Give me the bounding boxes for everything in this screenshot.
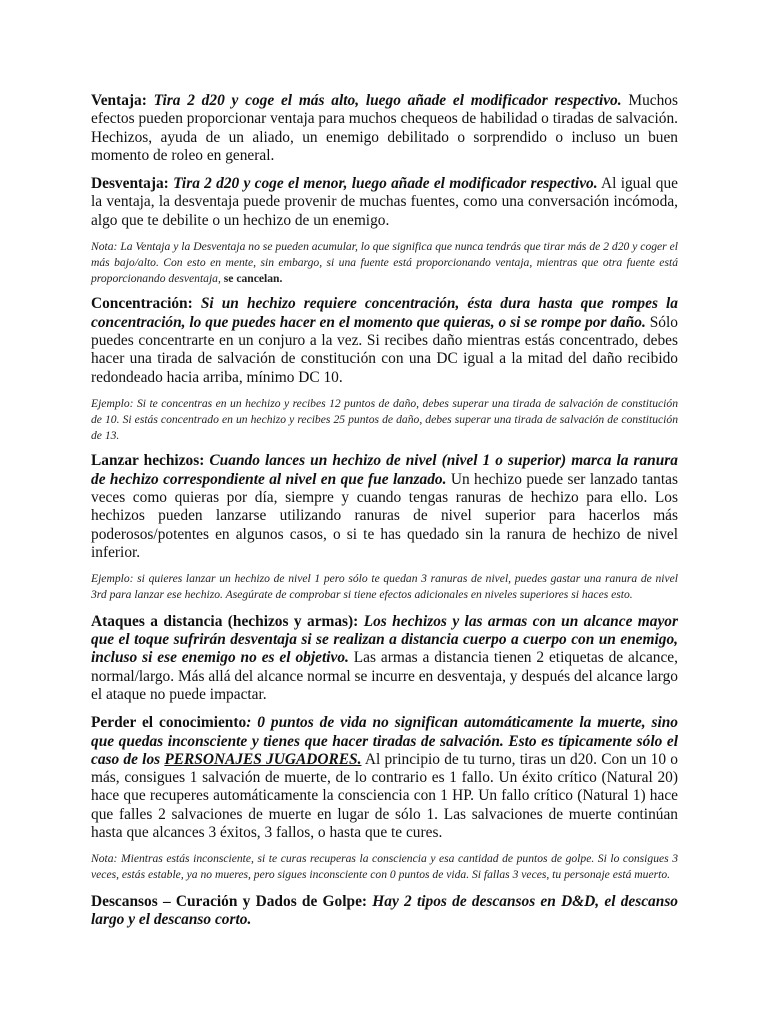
perder-text: Al principio de tu turno, tiras un d20. Con un 10 o más, consigues 1 salvación de muerte, de lo contrario es 1 fallo. Un éxito crítico (Natural 20) hace que recuperes automáticamente la consciencia con 1 HP. Un fallo crítico (Natural 1) hace que falles 2 salvaciones de muerte en lugar de sólo 1. Las salvaciones de muerte continúan hasta que alcances 3 éxitos, 3 fallos, o hasta que te cures. xyxy=(91,750,678,841)
concentracion-label: Concentración: xyxy=(91,295,193,313)
ventaja-paragraph xyxy=(91,92,678,165)
lanzar-paragraph xyxy=(91,452,678,562)
descansos-paragraph xyxy=(91,893,678,930)
ventaja-note-bold: se cancelan. xyxy=(223,271,283,285)
lanzar-example xyxy=(91,571,678,603)
concentracion-paragraph xyxy=(91,295,678,386)
ataques-label: Ataques a distancia (hechizos y armas): xyxy=(91,612,359,630)
perder-paragraph xyxy=(91,714,678,842)
descansos-rule: Hay 2 tipos de descansos en D&D, el descanso largo y el descanso corto. xyxy=(91,892,678,929)
concentracion-text: Sólo puedes concentrarte en un conjuro a la vez. Si recibes daño mientras estás concentrado, debes hacer una tirada de salvación de constitución con una DC igual a la mitad del daño recibido redondeado hacia arriba, mínimo DC 10. xyxy=(91,313,678,386)
descansos-label: Descansos – Curación y Dados de Golpe: xyxy=(91,892,368,910)
ataques-rule: Los hechizos y las armas con un alcance mayor que el toque sufrirán desventaja si se realizan a distancia cuerpo a cuerpo con un enemigo, incluso si ese enemigo no es el objetivo. xyxy=(91,612,678,667)
ventaja-note xyxy=(91,239,678,286)
personajes-jugadores-link: PERSONAJES JUGADORES. xyxy=(164,750,362,768)
ataques-paragraph xyxy=(91,613,678,704)
concentracion-rule: Si un hechizo requiere concentración, ésta dura hasta que rompes la concentración, lo que puedes hacer en el momento que quieras, o si se rompe por daño. xyxy=(91,295,678,331)
lanzar-label: Lanzar hechizos: xyxy=(91,452,205,470)
concentracion-example xyxy=(91,396,678,443)
ventaja-rule: Tira 2 d20 y coge el más alto, luego añade el modificador respectivo. xyxy=(153,92,622,109)
lanzar-example-text: Ejemplo: si quieres lanzar un hechizo de nivel 1 pero sólo te quedan 3 ranuras de nivel, puedes gastar una ranura de nivel 3rd para lanzar ese hechizo. Asegúrate de comprobar si tiene efectos adicionales en niveles superiores si haces esto. xyxy=(91,572,678,601)
lanzar-rule: Cuando lances un hechizo de nivel (nivel 1 o superior) marca la ranura de hechizo correspondiente al nivel en que fue lanzado. xyxy=(91,452,678,488)
desventaja-label: Desventaja: xyxy=(91,175,169,193)
ventaja-note-text: Nota: La Ventaja y la Desventaja no se pueden acumular, lo que significa que nunca tendrás que tirar más de 2 d20 y coger el más bajo/alto. Con esto en mente, sin embargo, si una fuente está proporcionando ventaja, mientras que otra fuente está proporcionando desventaja, xyxy=(91,240,678,285)
desventaja-text: Al igual que la ventaja, la desventaja puede provenir de muchas fuentes, como una conversación incómoda, algo que te debilite o un hechizo de un enemigo. xyxy=(91,175,678,229)
desventaja-rule: Tira 2 d20 y coge el menor, luego añade el modificador respectivo. xyxy=(173,175,598,193)
perder-label: Perder el conocimiento xyxy=(91,714,247,732)
lanzar-text: Un hechizo puede ser lanzado tantas veces como quieras por día, siempre y cuando tengas ranuras de hechizo para ello. Los hechizos pueden lanzarse utilizando ranuras de nivel superior para hacerlos más poderosos/potentes en algunos casos, o si te has quedado sin la ranura de hechizo de nivel inferior. xyxy=(91,470,678,561)
desventaja-paragraph xyxy=(91,175,678,230)
concentracion-example-text: Ejemplo: Si te concentras en un hechizo y recibes 12 puntos de daño, debes superar una tirada de salvación de constitución de 10. Si estás concentrado en un hechizo y recibes 25 puntos de daño, debes superar una tirada de salvación de constitución de 13. xyxy=(91,396,678,442)
ataques-text: Las armas a distancia tienen 2 etiquetas de alcance, normal/largo. Más allá del alcance normal se incurre en desventaja, y después del alcance largo el ataque no puede impactar. xyxy=(91,649,678,703)
perder-rule: : 0 puntos de vida no significan automáticamente la muerte, sino que quedas inconsciente y tienes que hacer tiradas de salvación. Esto es típicamente sólo el caso de los xyxy=(91,714,679,768)
inconsciente-note-text: Nota: Mientras estás inconsciente, si te curas recuperas la consciencia y esa cantidad de puntos de golpe. Si lo consigues 3 veces, estás estable, ya no mueres, pero sigues inconsciente con 0 puntos de vida. Si fallas 3 veces, tu personaje está muerto. xyxy=(91,852,678,882)
inconsciente-note xyxy=(91,851,678,883)
ventaja-label: Ventaja: xyxy=(91,92,147,109)
ventaja-text: Muchos efectos pueden proporcionar ventaja para muchos chequeos de habilidad o tiradas de salvación. Hechizos, ayuda de un aliado, un enemigo debilitado o sorprendido o incluso un buen momento de roleo en general. xyxy=(91,92,678,164)
